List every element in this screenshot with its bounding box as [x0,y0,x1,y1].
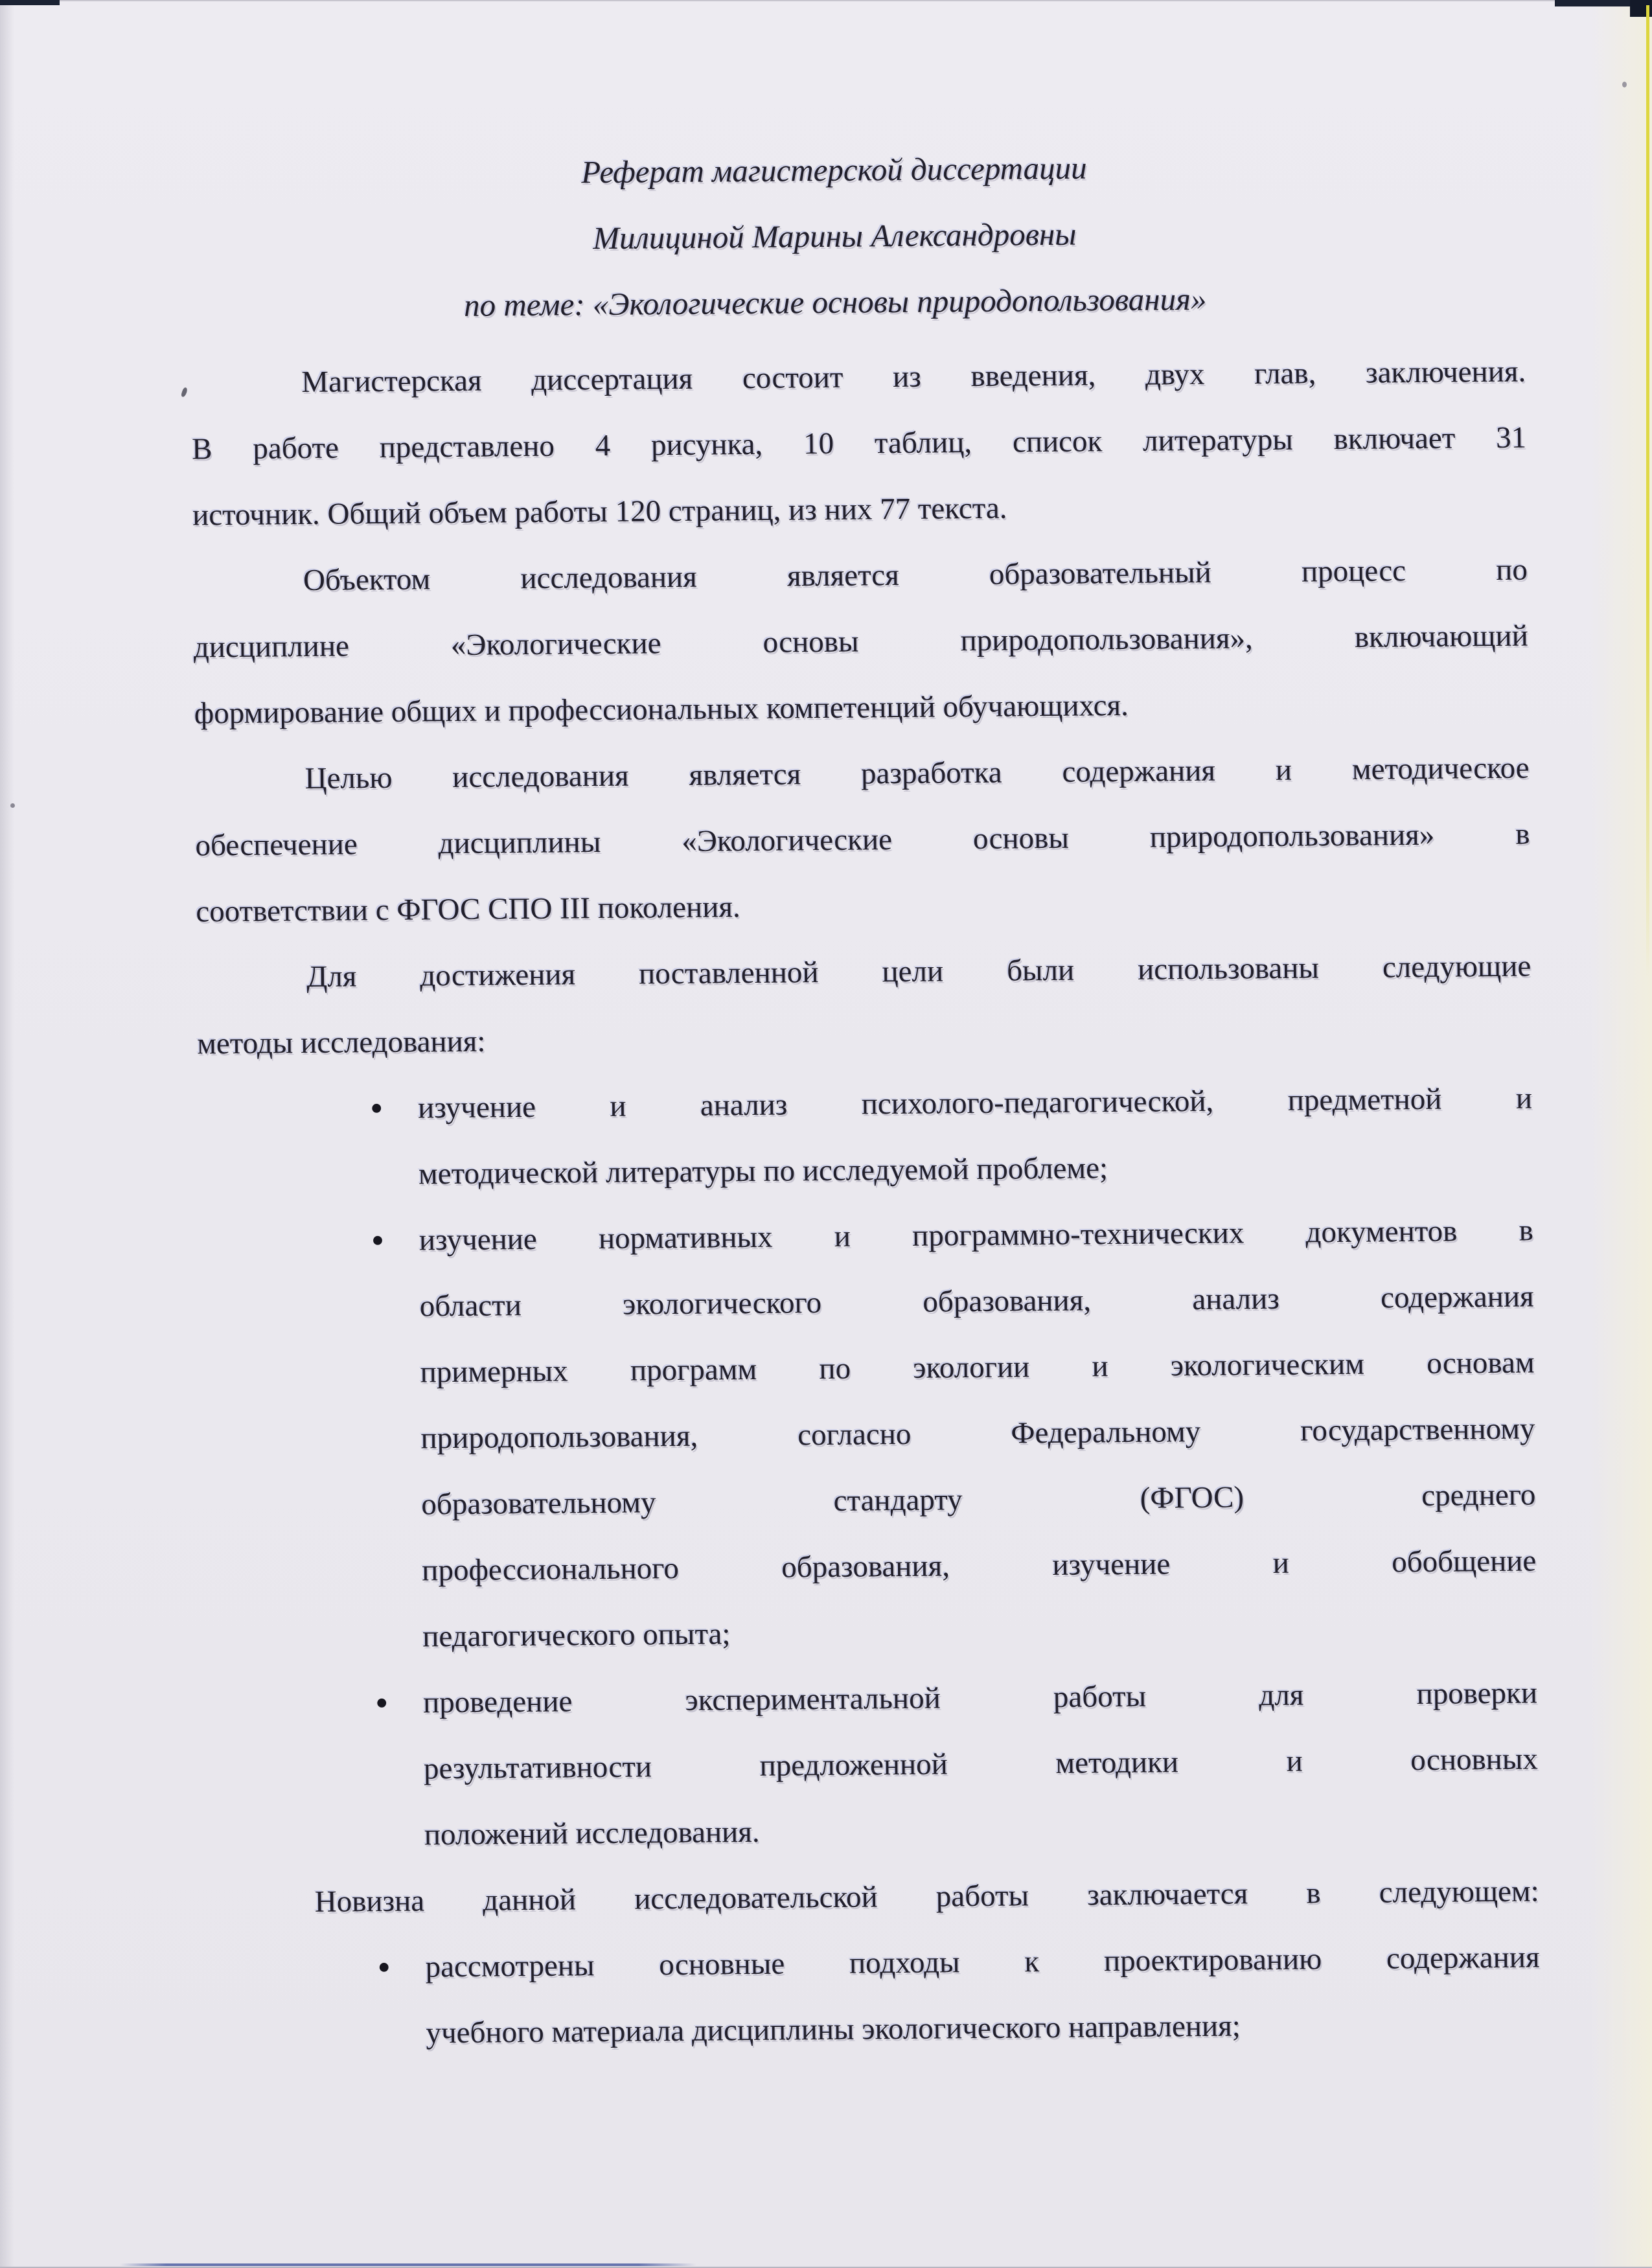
scan-edge-bottom-blue-line [120,2263,696,2266]
paragraph [204,1858,1539,1936]
text-line: В работе представлено 4 рисунка, 10 таблиц, список литературы включает 31 [191,420,1527,466]
text-line: природопользования, согласно Федеральному государственному [420,1412,1535,1456]
text-line: положений исследования. [424,1815,760,1852]
bullet-icon: • [371,1219,385,1262]
bullet-icon: • [374,1681,389,1724]
paragraph [196,933,1532,1077]
text-line: обеспечение дисциплины «Экологические основы природопользования» в [195,817,1530,863]
bullet-item [198,1065,1533,1209]
text-line: • изучение нормативных и программно-технических документов в [419,1197,1533,1273]
bullet-icon: • [369,1086,384,1130]
text-line: • проведение экспериментальной работы для проверки [423,1660,1538,1735]
text-line: соответствии с ФГОС СПО III поколения. [196,890,740,929]
scan-edge-yellow-line [1646,5,1649,977]
document-body [191,339,1541,2068]
text-line: методической литературы по исследуемой проблеме; [418,1151,1108,1191]
text-line: Новизна данной исследовательской работы заключается в следующем: [314,1874,1539,1919]
text-line: результативности предложенной методики и основных [423,1742,1539,1786]
scan-edge-top-left [0,0,60,5]
text-line: • изучение и анализ психолого-педагогической, предметной и [418,1065,1533,1141]
text-line: методы исследования: [196,1024,486,1061]
text-line: области экологического образования, анализ содержания [419,1279,1534,1323]
bullet-item [205,1924,1541,2068]
paragraph [191,339,1528,549]
text-line: Для достижения поставленной цели были использованы следующие [306,949,1532,994]
text-line: дисциплине «Экологические основы природопользования», включающий [193,619,1528,665]
text-line: примерных программ по экологии и экологическим основам [420,1346,1535,1390]
document-title [185,0,1483,341]
text-line: Объектом исследования является образовательный процесс по [303,553,1528,598]
text-line: Целью исследования является разработка содержания и методическое [304,751,1530,796]
text-line: Магистерская диссертация состоит из введения, двух глав, заключения. [301,354,1526,400]
scan-edge-top-hairline [0,0,1652,1]
title-line: Реферат магистерской диссертации [581,150,1087,190]
text-line: источник. Общий объем работы 120 страниц, из них 77 текста. [192,491,1007,533]
text-line: образовательному стандарту (ФГОС) среднего [421,1478,1536,1522]
text-line: учебного материала дисциплины экологического направления; [426,2009,1241,2050]
title-line: Милициной Марины Александровны [592,216,1077,257]
text-line: • рассмотрены основные подходы к проектированию содержания [425,1924,1540,2000]
scan-speck [1622,82,1627,87]
paragraph [194,735,1531,945]
title-line: по теме: «Экологические основы природопользования» [463,281,1207,323]
text-line: педагогического опыта; [422,1617,731,1654]
text-line: профессионального образования, изучение и обобщение [422,1544,1537,1588]
bullet-icon: • [377,1945,391,1989]
bullet-item [198,1197,1537,1671]
paragraph [193,537,1530,747]
text-line: формирование общих и профессиональных компетенций обучающихся. [194,688,1129,731]
scan-speck [10,803,15,808]
bullet-item [203,1660,1539,1870]
